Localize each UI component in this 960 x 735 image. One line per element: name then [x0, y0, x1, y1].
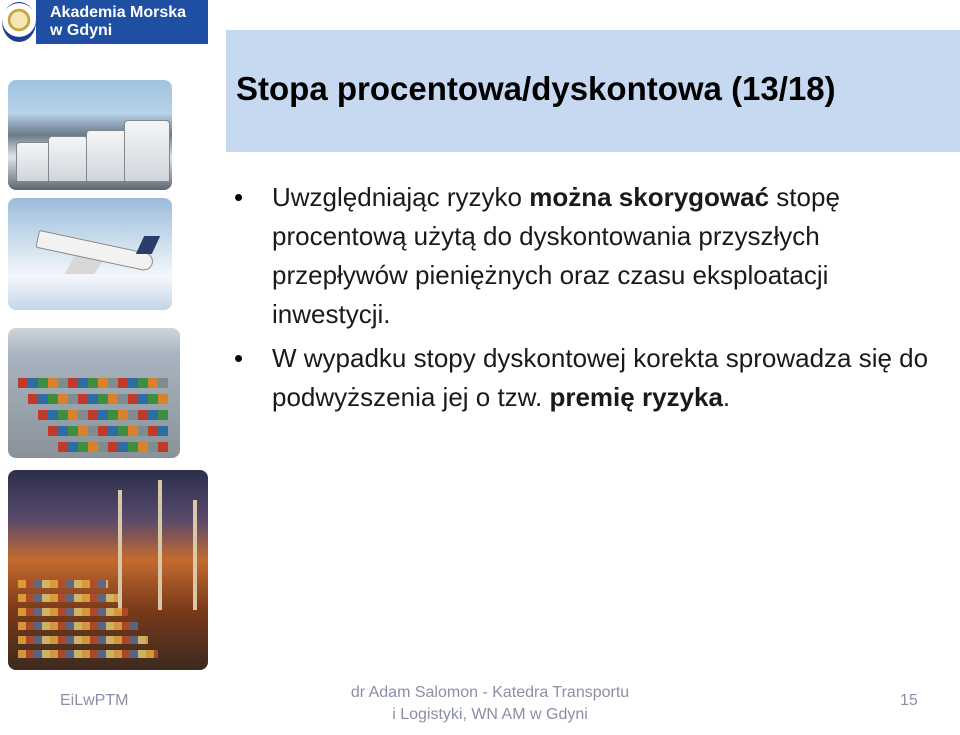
bullet-2 — [234, 339, 934, 417]
university-logo — [0, 0, 210, 44]
footer-author — [330, 682, 650, 726]
page-number: 15 — [900, 692, 918, 709]
footer-author-line-2: i Logistyki, WN AM w Gdyni — [392, 706, 588, 723]
footer-left: EiLwPTM — [60, 692, 129, 709]
bullet-list — [234, 178, 934, 422]
title-band — [226, 30, 960, 152]
bullet-1-part-1: Uwzględniając ryzyko — [272, 182, 530, 212]
footer-author-line-1: dr Adam Salomon - Katedra Transportu — [350, 684, 630, 701]
port-night-photo — [8, 470, 208, 670]
airplane-photo — [8, 198, 172, 310]
logo-text — [36, 0, 208, 44]
bullet-1-part-3: stopę procentową użytą do dyskontowania przyszłych przepływów pieniężnych oraz czasu eksploatacji inwestycji. — [272, 182, 840, 329]
logo-line-1: Akademia Morska — [50, 4, 187, 21]
logo-line-2: w Gdyni — [50, 22, 113, 39]
slide-title: Stopa procentowa/dyskontowa (13/18) — [236, 70, 836, 107]
bullet-2-part-2: premię ryzyka — [549, 382, 723, 412]
bullet-1 — [234, 178, 934, 334]
bullet-2-part-3: . — [722, 382, 731, 412]
crest-icon — [2, 2, 36, 42]
bullet-2-part-1: W wypadku stopy dyskontowej korekta sprowadza się do podwyższenia jej o tzw. — [272, 343, 929, 412]
bullet-1-part-2: można skorygować — [529, 182, 770, 212]
container-terminal-photo — [8, 328, 180, 458]
trucks-photo — [8, 80, 172, 190]
